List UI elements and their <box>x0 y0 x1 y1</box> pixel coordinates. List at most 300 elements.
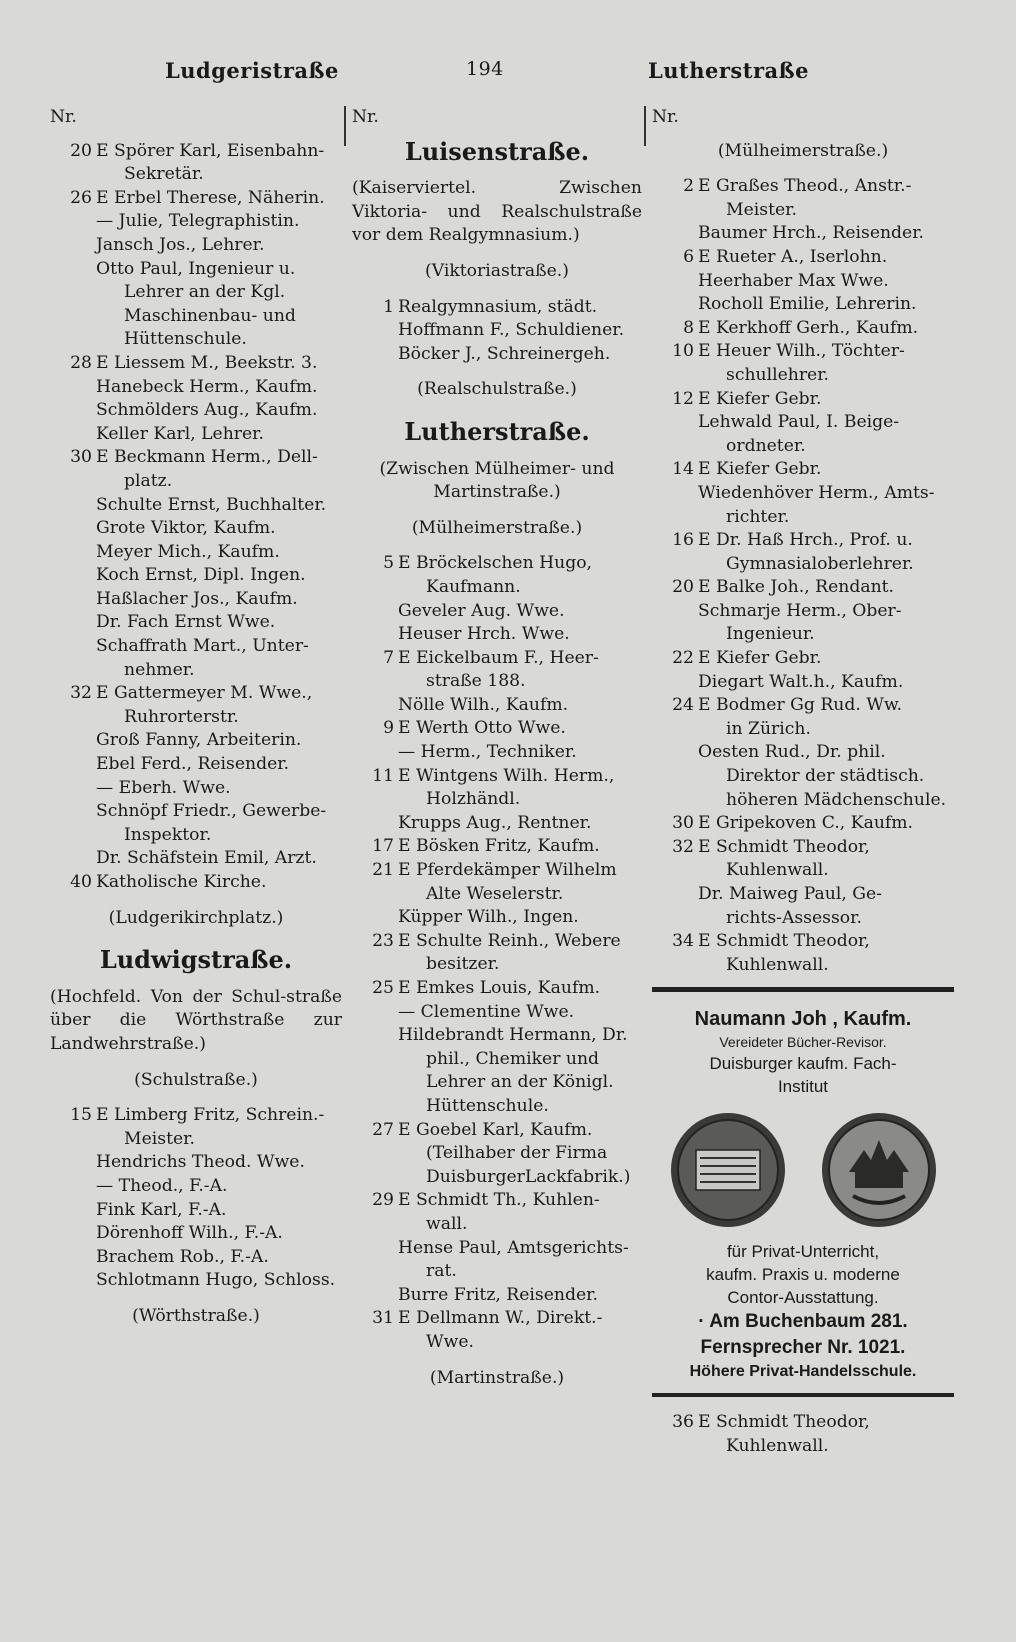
directory-entry <box>652 930 954 977</box>
house-number: 29 <box>372 1190 394 1211</box>
entry-text <box>96 517 342 541</box>
house-number <box>50 753 96 777</box>
entry-text <box>96 1246 342 1270</box>
directory-entry <box>652 576 954 600</box>
entry-text <box>96 588 342 612</box>
entry-text <box>96 187 342 211</box>
entry-text <box>96 1175 342 1199</box>
entry-text <box>96 446 342 493</box>
entry-text <box>398 1237 642 1284</box>
entry-text <box>398 859 642 906</box>
entry-text <box>698 388 954 412</box>
entry-text <box>96 423 342 447</box>
entry-line: Meister. <box>124 1128 195 1149</box>
entry-text <box>96 258 342 352</box>
entry-line: Hanebeck Herm., Kaufm. <box>96 376 318 397</box>
entry-line: E Eickelbaum F., Heer- <box>398 647 599 668</box>
entry-text <box>398 319 642 343</box>
entry-line: Katholische Kirche. <box>96 872 267 892</box>
ad-name: Naumann Joh , Kaufm. <box>694 1008 912 1031</box>
ad-services-line: für Privat-Unterricht, <box>726 1242 880 1262</box>
entry-text <box>96 753 342 777</box>
house-number: 26 <box>70 187 92 208</box>
entry-line: Böcker J., Schreinergeh. <box>398 343 611 364</box>
number-label: Nr. <box>652 107 679 127</box>
entry-line: Grote Viktor, Kaufm. <box>96 518 276 539</box>
entry-line: E Schmidt Theodor, <box>698 931 870 952</box>
entry-line: schullehrer. <box>726 364 829 385</box>
directory-entry <box>352 600 642 624</box>
entry-line: E Schmidt Theodor, <box>698 1412 870 1433</box>
house-number: 23 <box>372 930 394 951</box>
house-number: 27 <box>372 1119 394 1140</box>
house-number: 20 <box>672 577 694 598</box>
entry-line: Ingenieur. <box>726 624 815 645</box>
entry-line: Geveler Aug. Wwe. <box>398 600 565 621</box>
entry-line: Brachem Rob., F.-A. <box>96 1246 269 1267</box>
entry-line: Haßlacher Jos., Kaufm. <box>96 588 298 609</box>
directory-entry <box>50 1151 342 1175</box>
house-number: 32 <box>70 683 92 704</box>
entry-text <box>96 352 342 376</box>
entry-text <box>398 552 642 599</box>
entry-line: E Spörer Karl, Eisenbahn- <box>96 140 325 161</box>
entry-text <box>398 1284 642 1308</box>
house-number <box>352 1237 398 1284</box>
house-number <box>352 812 398 836</box>
directory-entry <box>50 210 342 234</box>
house-number <box>50 1269 96 1293</box>
house-number <box>50 376 96 400</box>
entry-line: Maschinenbau- und <box>124 305 296 326</box>
house-number <box>352 694 398 718</box>
entry-line: Hildebrandt Hermann, Dr. <box>398 1025 628 1046</box>
directory-entry <box>50 1104 342 1151</box>
entry-line: phil., Chemiker und <box>426 1048 600 1069</box>
directory-entry <box>50 753 342 777</box>
entry-text <box>398 930 642 977</box>
entry-line: E Liessem M., Beekstr. 3. <box>96 352 318 373</box>
entry-line: ordneter. <box>726 435 806 456</box>
house-number: 11 <box>372 765 394 786</box>
cross-street: (Schulstraße.) <box>134 1069 258 1090</box>
entry-text <box>398 835 642 859</box>
entry-text <box>698 741 954 812</box>
directory-entry <box>652 388 954 412</box>
house-number: 32 <box>672 836 694 857</box>
entry-text <box>398 1307 642 1354</box>
number-label: Nr. <box>352 107 379 127</box>
entry-text <box>96 1269 342 1293</box>
entry-line: richter. <box>726 506 790 527</box>
house-number <box>352 623 398 647</box>
entry-line: Kuhlenwall. <box>726 954 829 975</box>
directory-entry <box>652 175 954 222</box>
entry-text <box>96 376 342 400</box>
house-number: 14 <box>672 459 694 480</box>
directory-entry <box>352 319 642 343</box>
directory-entry <box>352 859 642 906</box>
entry-line: Keller Karl, Lehrer. <box>96 423 264 444</box>
entry-text <box>698 222 954 246</box>
entry-line: Groß Fanny, Arbeiterin. <box>96 730 302 751</box>
house-number <box>652 293 698 317</box>
entry-text <box>398 623 642 647</box>
directory-entry <box>652 317 954 341</box>
entry-text <box>698 482 954 529</box>
entry-text <box>96 234 342 258</box>
entry-line: nehmer. <box>124 659 195 680</box>
house-number <box>352 343 398 367</box>
entry-text <box>698 317 954 341</box>
directory-entry <box>50 611 342 635</box>
entry-text <box>398 741 642 765</box>
entry-line: Wwe. <box>426 1331 475 1352</box>
house-number: 30 <box>672 813 694 834</box>
ad-top-rule <box>652 987 954 992</box>
entry-text <box>698 836 954 883</box>
header-left-street: Ludgeristraße <box>165 58 339 83</box>
directory-entry <box>652 1411 954 1458</box>
house-number <box>50 234 96 258</box>
house-number <box>50 399 96 423</box>
luther-continued-entries <box>652 175 954 977</box>
directory-entry <box>652 671 954 695</box>
column-divider <box>344 106 346 146</box>
directory-entry <box>50 1269 342 1293</box>
entry-line: — Theod., F.-A. <box>96 1175 228 1196</box>
entry-text <box>698 576 954 600</box>
entry-line: Oesten Rud., Dr. phil. <box>698 742 886 763</box>
house-number: 31 <box>372 1308 394 1329</box>
entry-text <box>96 777 342 801</box>
directory-entry <box>352 1284 642 1308</box>
entry-text <box>398 343 642 367</box>
house-number: 21 <box>372 860 394 881</box>
directory-entry <box>50 1246 342 1270</box>
house-number <box>50 517 96 541</box>
entry-line: straße 188. <box>426 671 526 692</box>
cross-street: (Martinstraße.) <box>429 1367 565 1388</box>
entry-line: platz. <box>124 470 173 491</box>
entry-text <box>698 694 954 741</box>
entry-line: Inspektor. <box>124 824 212 845</box>
house-number: 17 <box>372 836 394 857</box>
directory-entry <box>652 812 954 836</box>
directory-entry <box>352 812 642 836</box>
entry-text <box>96 871 342 895</box>
entry-line: Schlotmann Hugo, Schloss. <box>96 1270 336 1291</box>
entry-line: E Bösken Fritz, Kaufm. <box>398 836 600 857</box>
house-number <box>352 1001 398 1025</box>
house-number: 12 <box>672 388 694 409</box>
house-number: 16 <box>672 530 694 551</box>
house-number <box>652 411 698 458</box>
entry-line: Fink Karl, F.-A. <box>96 1199 227 1220</box>
entry-line: Dr. Fach Ernst Wwe. <box>96 612 276 633</box>
entry-text <box>698 812 954 836</box>
directory-entry <box>652 340 954 387</box>
entry-line: höheren Mädchenschule. <box>726 789 947 810</box>
entry-text <box>96 140 342 187</box>
luther-entries <box>352 552 642 1354</box>
entry-line: wall. <box>426 1213 468 1234</box>
directory-entry <box>352 343 642 367</box>
entry-line: Hense Paul, Amtsgerichts- <box>398 1237 629 1258</box>
entry-text <box>698 340 954 387</box>
advertisement <box>652 987 954 1397</box>
directory-entry <box>352 647 642 694</box>
directory-entry <box>352 623 642 647</box>
directory-entry <box>352 741 642 765</box>
entry-line: Alte Weselerstr. <box>426 883 564 904</box>
entry-text <box>96 541 342 565</box>
house-number: 34 <box>672 931 694 952</box>
house-number: 36 <box>672 1412 694 1433</box>
entry-line: Direktor der städtisch. <box>726 766 925 787</box>
entry-line: E Pferdekämper Wilhelm <box>398 860 617 881</box>
directory-entry <box>50 517 342 541</box>
entry-text <box>96 800 342 847</box>
directory-entry <box>50 729 342 753</box>
directory-entry <box>352 765 642 812</box>
entry-line: — Herm., Techniker. <box>398 742 577 763</box>
entry-text <box>96 1199 342 1223</box>
directory-entry <box>652 741 954 812</box>
entry-text <box>398 765 642 812</box>
directory-entry <box>50 187 342 211</box>
entry-line: Schaffrath Mart., Unter- <box>96 636 309 657</box>
ad-phone: Fernsprecher Nr. 1021. <box>700 1337 906 1359</box>
house-number <box>50 541 96 565</box>
entry-line: E Limberg Fritz, Schrein.- <box>96 1105 325 1126</box>
entry-text <box>698 175 954 222</box>
entry-text <box>398 647 642 694</box>
entry-line: rat. <box>426 1261 457 1282</box>
ludwig-entries <box>50 1104 342 1293</box>
entry-line: E Gattermeyer M. Wwe., <box>96 683 313 704</box>
house-number: 9 <box>383 718 394 739</box>
ad-address: · Am Buchenbaum 281. <box>698 1311 908 1333</box>
entry-line: DuisburgerLackfabrik.) <box>426 1166 631 1187</box>
entry-line: richts-Assessor. <box>726 907 862 928</box>
entry-line: Hüttenschule. <box>426 1095 549 1116</box>
house-number <box>50 1222 96 1246</box>
house-number: 5 <box>383 553 394 574</box>
entry-line: Kuhlenwall. <box>726 860 829 881</box>
directory-entry <box>50 847 342 871</box>
entry-line: Hoffmann F., Schuldiener. <box>398 320 625 341</box>
number-label: Nr. <box>50 107 77 127</box>
directory-entry <box>50 399 342 423</box>
directory-entry <box>50 588 342 612</box>
entry-line: Hendrichs Theod. Wwe. <box>96 1152 305 1173</box>
entry-text <box>96 494 342 518</box>
entry-text <box>698 600 954 647</box>
entry-line: E Goebel Karl, Kaufm. <box>398 1119 593 1140</box>
house-number <box>652 270 698 294</box>
medal-left-icon <box>668 1110 788 1230</box>
entry-text <box>96 210 342 234</box>
ad-subtitle: Vereideter Bücher-Revisor. <box>719 1034 887 1051</box>
entry-line: Ruhrorterstr. <box>124 706 239 727</box>
house-number <box>50 1199 96 1223</box>
street-description: (Hochfeld. Von der Schul-straße über die Wörthstraße zur Landwehrstraße.) <box>50 986 342 1054</box>
ludgeri-entries <box>50 140 342 895</box>
house-number <box>352 1024 398 1118</box>
entry-line: E Bröckelschen Hugo, <box>398 553 593 574</box>
entry-text <box>398 600 642 624</box>
directory-entry <box>50 871 342 895</box>
directory-entry <box>652 836 954 883</box>
directory-entry <box>352 1024 642 1118</box>
directory-entry <box>352 694 642 718</box>
entry-line: Heerhaber Max Wwe. <box>698 270 889 291</box>
directory-entry <box>652 600 954 647</box>
house-number <box>50 423 96 447</box>
directory-entry <box>652 694 954 741</box>
directory-entry <box>352 835 642 859</box>
entry-line: Burre Fritz, Reisender. <box>398 1284 598 1305</box>
house-number <box>352 741 398 765</box>
directory-entry <box>352 1001 642 1025</box>
entry-line: Krupps Aug., Rentner. <box>398 812 592 833</box>
house-number <box>652 222 698 246</box>
house-number <box>652 482 698 529</box>
entry-text <box>698 1411 954 1458</box>
column-1 <box>50 106 342 1341</box>
house-number: 7 <box>383 647 394 668</box>
house-number: 28 <box>70 352 92 373</box>
cross-street: (Mülheimerstraße.) <box>411 517 583 538</box>
house-number: 15 <box>70 1105 92 1126</box>
entry-line: Gymnasialoberlehrer. <box>726 553 914 574</box>
street-heading: Lutherstraße. <box>404 416 590 446</box>
entry-text <box>96 1222 342 1246</box>
entry-line: — Clementine Wwe. <box>398 1001 575 1022</box>
entry-text <box>398 977 642 1001</box>
directory-entry <box>652 883 954 930</box>
house-number <box>50 1175 96 1199</box>
entry-text <box>398 812 642 836</box>
entry-line: Schulte Ernst, Buchhalter. <box>96 494 327 515</box>
house-number: 30 <box>70 447 92 468</box>
entry-text <box>698 458 954 482</box>
house-number: 20 <box>70 140 92 161</box>
directory-entry <box>50 777 342 801</box>
entry-text <box>698 529 954 576</box>
directory-entry <box>352 296 642 320</box>
entry-text <box>698 671 954 695</box>
directory-entry <box>352 930 642 977</box>
directory-entry <box>50 1222 342 1246</box>
entry-line: E Kerkhoff Gerh., Kaufm. <box>698 317 919 338</box>
entry-line: in Zürich. <box>726 718 811 739</box>
directory-entry <box>50 234 342 258</box>
house-number <box>652 671 698 695</box>
entry-text <box>398 1119 642 1190</box>
entry-line: Kaufmann. <box>426 576 521 597</box>
entry-line: Schmarje Herm., Ober- <box>698 600 902 621</box>
ad-institute-line: Institut <box>777 1077 829 1097</box>
house-number <box>50 494 96 518</box>
house-number <box>50 800 96 847</box>
entry-line: E Heuer Wilh., Töchter- <box>698 341 905 362</box>
ad-school: Höhere Privat-Handelsschule. <box>689 1363 917 1381</box>
street-description: (Kaiserviertel. Zwischen Viktoria- und Realschulstraße vor dem Realgymnasium.) <box>352 178 642 246</box>
entry-line: E Bodmer Gg Rud. Ww. <box>698 695 903 716</box>
entry-text <box>698 930 954 977</box>
house-number: 1 <box>383 296 394 317</box>
entry-line: E Erbel Therese, Näherin. <box>96 187 325 208</box>
directory-entry <box>50 1175 342 1199</box>
directory-entry <box>352 552 642 599</box>
house-number: 8 <box>683 317 694 338</box>
street-description: (Zwischen Mülheimer- und Martinstraße.) <box>379 458 615 503</box>
cross-street: (Mülheimerstraße.) <box>717 140 889 161</box>
cross-street: (Viktoriastraße.) <box>425 260 569 281</box>
directory-entry <box>652 529 954 576</box>
directory-entry <box>50 564 342 588</box>
entry-line: Sekretär. <box>124 164 204 185</box>
ad-institute-line: Duisburger kaufm. Fach- <box>709 1054 897 1074</box>
entry-text <box>96 564 342 588</box>
entry-line: Meyer Mich., Kaufm. <box>96 541 280 562</box>
house-number <box>50 847 96 871</box>
entry-line: Dr. Maiweg Paul, Ge- <box>698 884 882 904</box>
entry-text <box>398 1189 642 1236</box>
house-number: 24 <box>672 695 694 716</box>
directory-entry <box>50 494 342 518</box>
entry-line: E Kiefer Gebr. <box>698 459 822 480</box>
entry-line: Lehrer an der Kgl. <box>124 282 286 303</box>
street-heading: Ludwigstraße. <box>99 945 293 975</box>
entry-line: E Rueter A., Iserlohn. <box>698 246 888 267</box>
entry-line: Holzhändl. <box>426 789 521 810</box>
entry-line: — Eberh. Wwe. <box>96 777 231 798</box>
directory-entry <box>652 270 954 294</box>
entry-line: E Schulte Reinh., Webere <box>398 930 621 951</box>
entry-line: Schmölders Aug., Kaufm. <box>96 400 318 421</box>
entry-line: Küpper Wilh., Ingen. <box>398 907 579 928</box>
entry-line: E Kiefer Gebr. <box>698 388 822 409</box>
ad-services-line: kaufm. Praxis u. moderne <box>706 1265 900 1285</box>
directory-entry <box>50 682 342 729</box>
street-heading: Luisenstraße. <box>404 136 590 166</box>
entry-line: Jansch Jos., Lehrer. <box>96 234 265 255</box>
entry-line: Wiedenhöver Herm., Amts- <box>698 482 935 503</box>
medals <box>652 1110 954 1230</box>
directory-entry <box>50 140 342 187</box>
directory-entry <box>352 1189 642 1236</box>
house-number <box>50 635 96 682</box>
entry-text <box>698 883 954 930</box>
entry-text <box>96 1104 342 1151</box>
directory-entry <box>652 222 954 246</box>
entry-line: Lehrer an der Königl. <box>426 1072 614 1093</box>
house-number <box>352 319 398 343</box>
entry-text <box>698 647 954 671</box>
directory-entry <box>50 800 342 847</box>
house-number <box>50 258 96 352</box>
entry-line: E Balke Joh., Rendant. <box>698 577 895 598</box>
entry-text <box>398 296 642 320</box>
entry-line: Koch Ernst, Dipl. Ingen. <box>96 565 306 586</box>
house-number <box>50 777 96 801</box>
house-number <box>652 600 698 647</box>
entry-line: E Dellmann W., Direkt.- <box>398 1308 603 1329</box>
directory-entry <box>652 647 954 671</box>
